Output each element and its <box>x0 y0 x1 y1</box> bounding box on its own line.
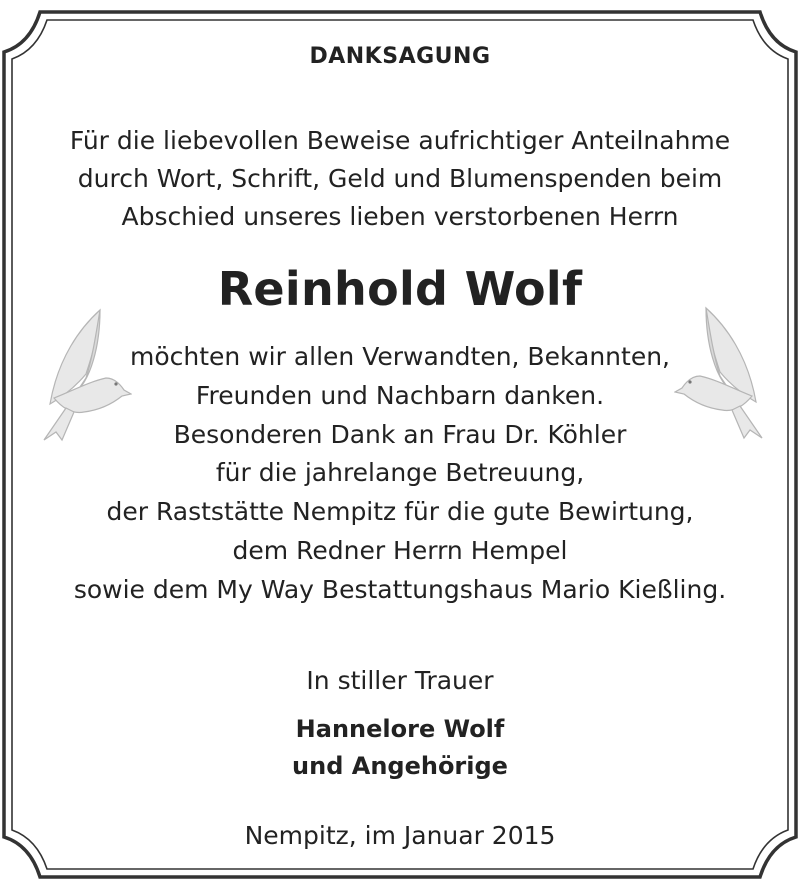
thanks-text <box>0 338 800 610</box>
intro-text <box>0 122 800 236</box>
deceased-name: Reinhold Wolf <box>217 262 583 316</box>
place-date: Nempitz, im Januar 2015 <box>244 821 556 850</box>
thanks-line: der Raststätte Nempitz für die gute Bewirtung, <box>106 497 694 527</box>
thanks-line: Besonderen Dank an Frau Dr. Köhler <box>173 419 627 449</box>
intro-line: durch Wort, Schrift, Geld und Blumenspenden beim <box>77 164 723 193</box>
heading: DANKSAGUNG <box>309 44 491 69</box>
mourning-text: In stiller Trauer <box>306 666 494 695</box>
intro-line: Für die liebevollen Beweise aufrichtiger Anteilnahme <box>69 126 731 155</box>
family-line: und Angehörige <box>292 752 508 780</box>
thanks-line: sowie dem My Way Bestattungshaus Mario Kießling. <box>73 574 727 604</box>
family-line: Hannelore Wolf <box>295 715 505 743</box>
thanks-line: für die jahrelange Betreuung, <box>215 458 585 488</box>
thanks-line: möchten wir allen Verwandten, Bekannten, <box>130 342 670 371</box>
thanks-line: Freunden und Nachbarn danken. <box>195 380 605 410</box>
thanks-line: dem Redner Herrn Hempel <box>232 535 568 565</box>
family-signature <box>0 711 800 785</box>
intro-line: Abschied unseres lieben verstorbenen Herrn <box>121 202 679 231</box>
